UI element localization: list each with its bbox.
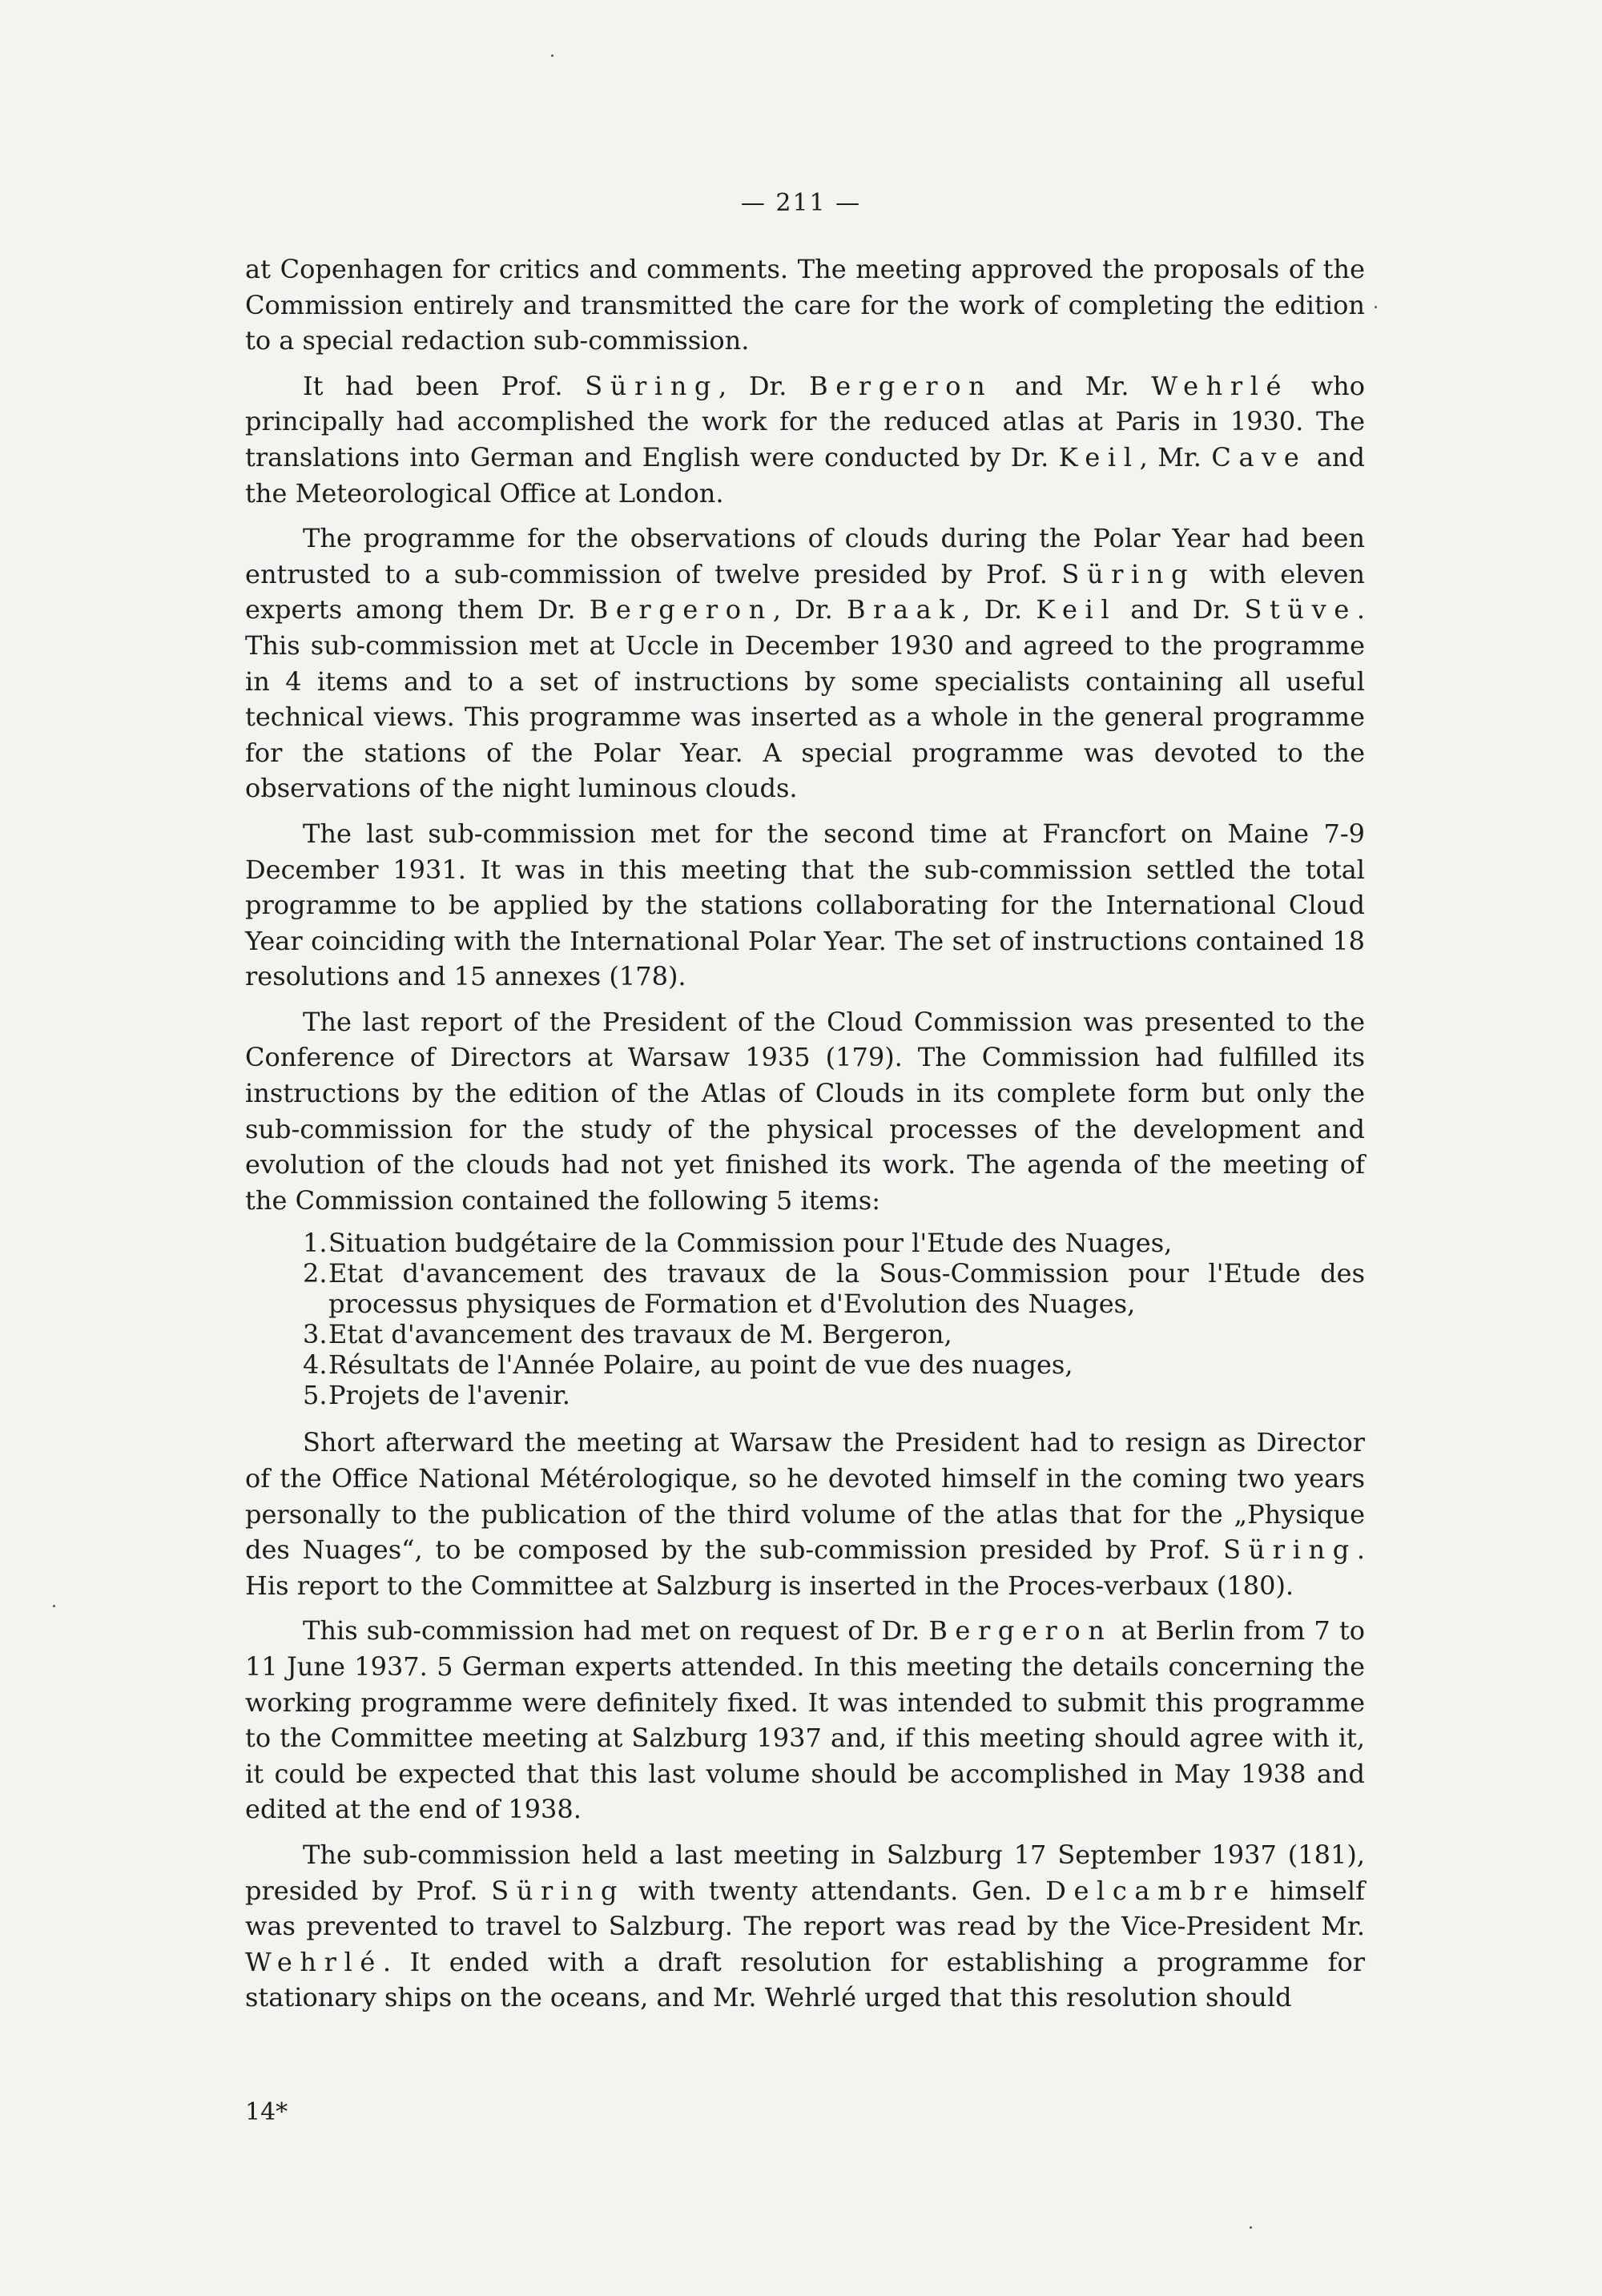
text-segment: himself was prevented to travel to Salzburg. The report was read by the Vice-President Mr. — [245, 1875, 1366, 1942]
spaced-name: Süring — [1061, 558, 1196, 589]
text-segment: Short afterward the meeting at Warsaw the President had to resign as Director of the Office National Métérologique, so he devoted himself in the coming two years personally to the publication of the third volume of the atlas that for the „Physique des Nuages“, to be composed by the sub-commission presided by Prof. — [245, 1427, 1365, 1566]
text-segment: , Mr. — [1139, 441, 1212, 472]
spaced-name: Stüve — [1244, 594, 1357, 625]
scan-speck — [1375, 306, 1377, 308]
agenda-item-number: 5. — [303, 1380, 328, 1411]
text-segment: The last report of the President of the Cloud Commission was presented to the Conference of Directors at Warsaw 1935 (179). The Commission had fulfilled its instructions by the edition of the Atlas of Clouds in its complete form but only the sub-commission for the study of the physical processes of the development and evolution of the clouds had not yet finished its work. The agenda of the meeting of the Commission contained the following 5 items: — [245, 1006, 1365, 1216]
spaced-name: Delcambre — [1045, 1875, 1257, 1906]
text-segment: at Berlin from 7 to 11 June 1937. 5 German experts attended. In this meeting the details concerning the working programme were definitely fixed. It was intended to submit this programme to the Committee meeting at Salzburg 1937 and, if this meeting should agree with it, it could be expected that this last volume should be accomplished in May 1938 and edited at the end of 1938. — [245, 1615, 1366, 1825]
text-segment: , Dr. — [718, 370, 810, 401]
agenda-item — [303, 1258, 1365, 1319]
agenda-item-text: Projets de l'avenir. — [328, 1380, 570, 1411]
text-segment: The programme for the observations of clouds during the Polar Year had been entrusted to a sub-commission of twelve presided by Prof. — [245, 523, 1365, 589]
paragraph — [245, 368, 1365, 511]
text-segment: , Dr. — [962, 594, 1036, 625]
spaced-name: Bergeron — [589, 594, 773, 625]
spaced-name: Cave — [1211, 441, 1307, 472]
agenda-item-number: 2. — [303, 1258, 328, 1289]
agenda-list — [303, 1228, 1365, 1410]
paragraph — [245, 816, 1365, 995]
body-text — [245, 251, 1365, 2025]
spaced-name: Süring — [1223, 1534, 1357, 1566]
agenda-item — [303, 1319, 1365, 1349]
agenda-item-number: 1. — [303, 1228, 328, 1259]
agenda-item — [303, 1380, 1365, 1410]
paragraph — [245, 251, 1365, 359]
paragraph — [245, 1425, 1365, 1603]
text-segment: at Copenhagen for critics and comments. The meeting approved the proposals of the Commission entirely and transmitted the care for the work of completing the edition to a special redaction sub-commission. — [245, 254, 1365, 356]
agenda-item-text: Situation budgétaire de la Commission pour l'Etude des Nuages, — [328, 1228, 1173, 1259]
paragraph — [245, 521, 1365, 806]
scan-speck — [1250, 2226, 1252, 2229]
paragraph — [245, 1613, 1365, 1828]
agenda-item-number: 4. — [303, 1349, 328, 1381]
spaced-name: Keil — [1036, 594, 1117, 625]
spaced-name: Keil — [1058, 441, 1140, 472]
paragraph-group-before-agenda — [245, 251, 1365, 1218]
paragraph-group-after-agenda — [245, 1425, 1365, 2016]
scan-speck — [53, 1605, 55, 1607]
text-segment: with eleven experts among them Dr. — [245, 558, 1366, 625]
text-segment: , Dr. — [772, 594, 847, 625]
scan-speck — [551, 54, 553, 57]
text-segment: . His report to the Committee at Salzburg is inserted in the Proces-verbaux (180). — [245, 1534, 1365, 1601]
spaced-name: Bergeron — [928, 1615, 1113, 1647]
text-segment: The sub-commission held a last meeting in Salzburg 17 September 1937 (181), presided by Prof. — [245, 1839, 1365, 1906]
agenda-item-text: Résultats de l'Année Polaire, au point de vue des nuages, — [328, 1349, 1073, 1381]
spaced-name: Süring — [491, 1875, 626, 1906]
spaced-name: Süring — [585, 370, 719, 401]
page-number: — 211 — — [740, 189, 862, 217]
agenda-item-text: Etat d'avancement des travaux de la Sous-Commission pour l'Etude des processus physiques de Formation et d'Evolution des Nuages, — [328, 1258, 1365, 1320]
agenda-item-number: 3. — [303, 1319, 328, 1350]
spaced-name: Wehrlé — [245, 1946, 383, 1977]
agenda-item — [303, 1228, 1365, 1258]
spaced-name: Bergeron — [809, 370, 993, 401]
text-segment: and the Meteorological Office at London. — [245, 441, 1366, 509]
signature-mark: 14* — [245, 2098, 288, 2126]
text-segment: with twenty attendants. Gen. — [625, 1875, 1046, 1906]
text-segment: . This sub-commission met at Uccle in December 1930 and agreed to the programme in 4 items and to a set of instructions by some specialists containing all useful technical views. This programme was inserted as a whole in the general programme for the stations of the Polar Year. A special programme was devoted to the observations of the night luminous clouds. — [245, 594, 1366, 804]
text-segment: The last sub-commission met for the second time at Francfort on Maine 7-9 December 1931. It was in this meeting that the sub-commission settled the total programme to be applied by the stations collaborating for the International Cloud Year coinciding with the International Polar Year. The set of instructions contained 18 resolutions and 15 annexes (178). — [245, 818, 1365, 992]
text-segment: who principally had accomplished the work for the reduced atlas at Paris in 1930. The translations into German and English were conducted by Dr. — [245, 370, 1366, 472]
text-segment: and Dr. — [1117, 594, 1245, 625]
text-segment: It had been Prof. — [303, 370, 586, 401]
spaced-name: Braak — [846, 594, 963, 625]
text-segment: . It ended with a draft resolution for establishing a programme for stationary ships on the oceans, and Mr. Wehrlé urged that this resolution should — [245, 1946, 1365, 2013]
text-segment: and Mr. — [992, 370, 1152, 401]
spaced-name: Wehrlé — [1151, 370, 1290, 401]
paragraph — [245, 1837, 1365, 2016]
agenda-item — [303, 1349, 1365, 1380]
agenda-item-text: Etat d'avancement des travaux de M. Bergeron, — [328, 1319, 952, 1350]
text-segment: This sub-commission had met on request of Dr. — [303, 1615, 929, 1647]
paragraph — [245, 1004, 1365, 1219]
